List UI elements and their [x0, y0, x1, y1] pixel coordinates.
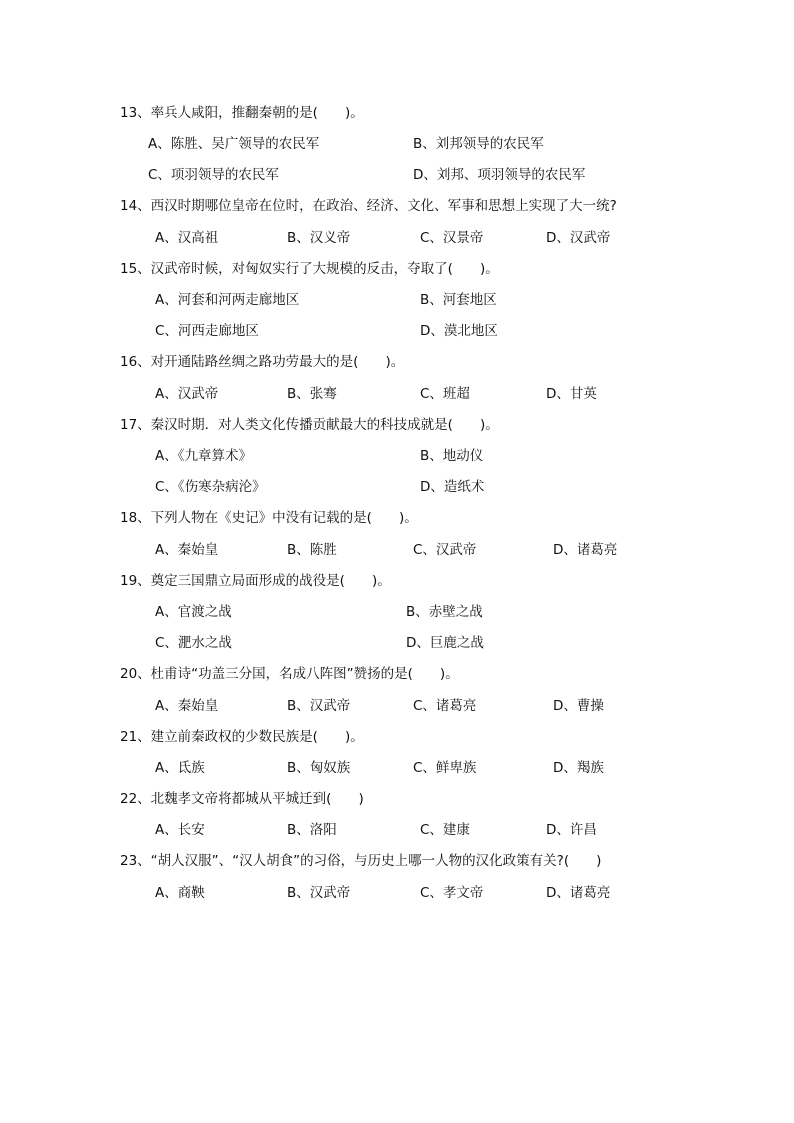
question-13-option-a: A、陈胜、吴广领导的农民军 [148, 136, 320, 152]
question-21-stem: 21、建立前秦政权的少数民族是( )。 [120, 729, 364, 745]
question-14-option-c: C、汉景帝 [420, 230, 484, 246]
question-21-option-a: A、氐族 [155, 760, 205, 776]
question-23-option-c: C、孝文帝 [420, 885, 484, 901]
question-16-option-a: A、汉武帝 [155, 386, 219, 402]
question-17-option-a: A、《九章算术》 [155, 448, 252, 464]
question-13-option-d: D、刘邦、项羽领导的农民军 [413, 167, 586, 183]
question-18-stem: 18、下列人物在《史记》中没有记载的是( )。 [120, 510, 418, 526]
question-17-option-d: D、造纸术 [420, 479, 485, 495]
question-19-option-b: B、赤壁之战 [406, 604, 483, 620]
question-17-stem: 17、秦汉时期．对人类文化传播贡献最大的科技成就是( )。 [120, 417, 499, 433]
question-17-option-c: C、《伤寒杂病沦》 [155, 479, 266, 495]
question-20-option-b: B、汉武帝 [287, 698, 351, 714]
question-18-option-d: D、诸葛亮 [553, 542, 618, 558]
question-17-option-b: B、地动仪 [420, 448, 484, 464]
question-14-option-d: D、汉武帝 [546, 230, 611, 246]
question-23-option-d: D、诸葛亮 [546, 885, 611, 901]
question-21-option-d: D、羯族 [553, 760, 604, 776]
question-19-option-c: C、淝水之战 [155, 635, 232, 651]
question-14-stem: 14、西汉时期哪位皇帝在位时，在政治、经济、文化、军事和思想上实现了大一统? [120, 198, 617, 214]
question-20-stem: 20、杜甫诗“功盖三分国，名成八阵图”赞扬的是( )。 [120, 666, 459, 682]
question-19-option-a: A、官渡之战 [155, 604, 232, 620]
question-13-stem: 13、率兵人咸阳，推翻秦朝的是( )。 [120, 105, 364, 121]
question-18-option-b: B、陈胜 [287, 542, 337, 558]
question-15-option-c: C、河西走廊地区 [155, 323, 259, 339]
question-16-option-c: C、班超 [420, 386, 470, 402]
question-22-stem: 22、北魏孝文帝将都城从平城迁到( ) [120, 791, 364, 807]
question-22-option-a: A、长安 [155, 822, 205, 838]
question-18-option-a: A、秦始皇 [155, 542, 219, 558]
question-14-option-a: A、汉高祖 [155, 230, 219, 246]
question-15-option-a: A、河套和河两走廊地区 [155, 292, 300, 308]
question-15-option-d: D、漠北地区 [420, 323, 498, 339]
question-23-stem: 23、“胡人汉服”、“汉人胡食”的习俗，与历史上哪一人物的汉化政策有关?( ) [120, 853, 602, 869]
question-15-stem: 15、汉武帝时候，对匈奴实行了大规模的反击，夺取了( )。 [120, 261, 499, 277]
question-14-option-b: B、汉义帝 [287, 230, 351, 246]
question-19-option-d: D、巨鹿之战 [406, 635, 484, 651]
question-22-option-c: C、建康 [420, 822, 470, 838]
question-18-option-c: C、汉武帝 [413, 542, 477, 558]
question-20-option-a: A、秦始皇 [155, 698, 219, 714]
question-16-option-d: D、甘英 [546, 386, 597, 402]
question-16-stem: 16、对开通陆路丝绸之路功劳最大的是( )。 [120, 354, 405, 370]
question-23-option-a: A、商鞅 [155, 885, 205, 901]
question-20-option-d: D、曹操 [553, 698, 604, 714]
question-16-option-b: B、张骞 [287, 386, 337, 402]
question-15-option-b: B、河套地区 [420, 292, 497, 308]
question-21-option-b: B、匈奴族 [287, 760, 351, 776]
question-13-option-b: B、刘邦领导的农民军 [413, 136, 544, 152]
question-23-option-b: B、汉武帝 [287, 885, 351, 901]
question-22-option-d: D、许昌 [546, 822, 597, 838]
question-20-option-c: C、诸葛亮 [413, 698, 477, 714]
question-19-stem: 19、奠定三国鼎立局面形成的战役是( )。 [120, 573, 391, 589]
question-21-option-c: C、鲜卑族 [413, 760, 477, 776]
question-13-option-c: C、项羽领导的农民军 [148, 167, 279, 183]
question-22-option-b: B、洛阳 [287, 822, 337, 838]
